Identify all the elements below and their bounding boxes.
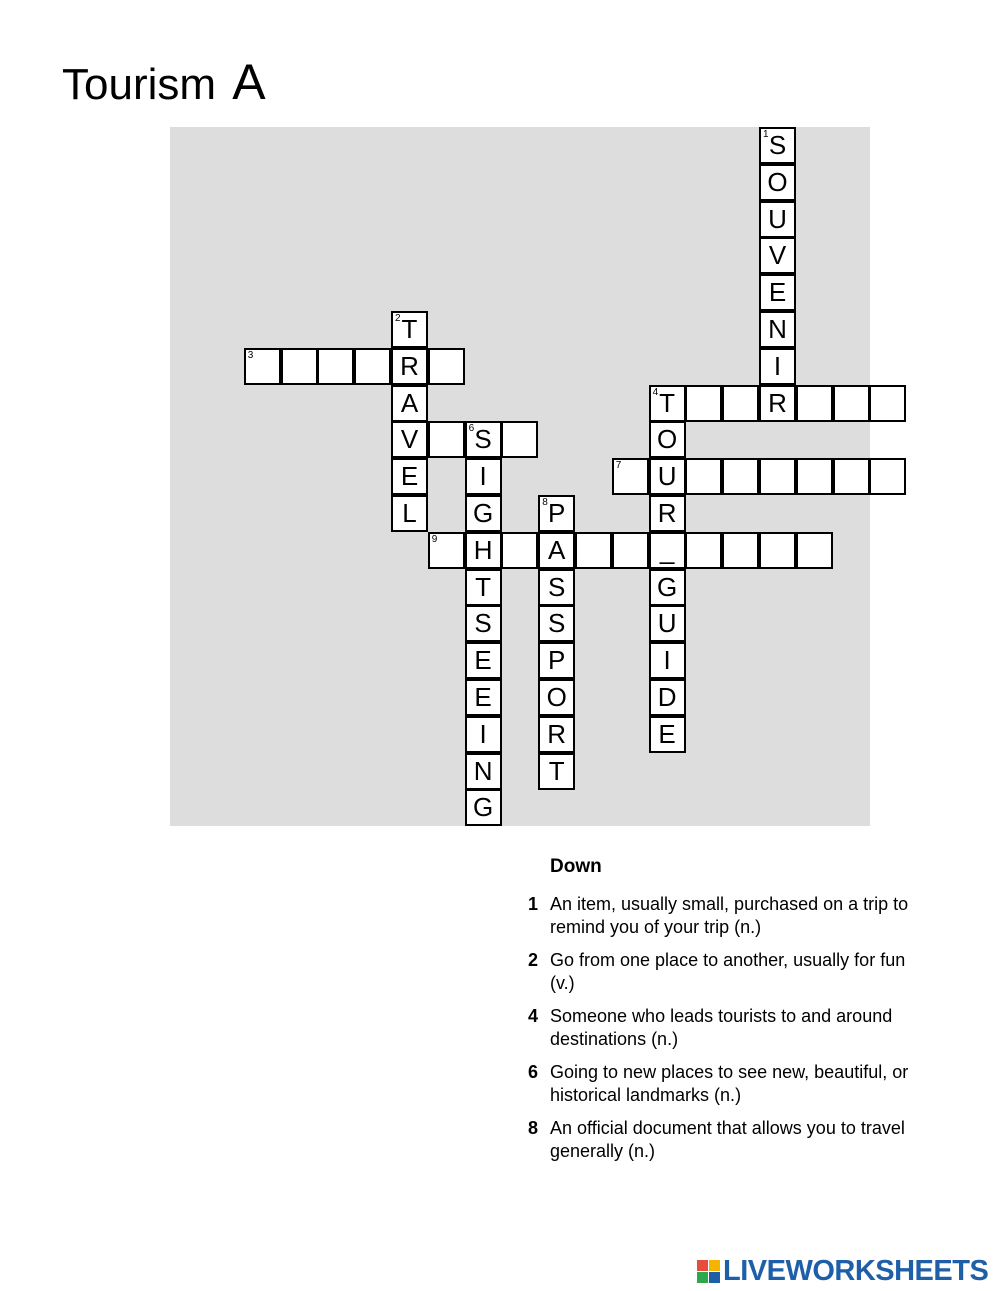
- cell-letter-input[interactable]: [467, 497, 500, 530]
- crossword-cell[interactable]: [759, 348, 796, 385]
- crossword-cell[interactable]: [796, 458, 833, 495]
- cell-letter-input[interactable]: [467, 607, 500, 640]
- crossword-cell[interactable]: [391, 458, 428, 495]
- cell-letter-input[interactable]: [430, 423, 463, 456]
- worksheet-version: A: [232, 54, 266, 110]
- down-clue-item: [528, 1061, 948, 1107]
- clue-number-label: 2: [395, 313, 401, 324]
- crossword-cell[interactable]: [796, 532, 833, 569]
- liveworksheets-logo: [697, 1255, 988, 1287]
- crossword-cell[interactable]: [538, 495, 575, 532]
- down-clues-heading: Down: [550, 856, 602, 877]
- cell-letter-input[interactable]: [467, 681, 500, 714]
- crossword-cell[interactable]: [538, 753, 575, 790]
- crossword-cell[interactable]: [649, 605, 686, 642]
- crossword-cell[interactable]: [649, 716, 686, 753]
- cell-letter-input[interactable]: [467, 755, 500, 788]
- crossword-cell[interactable]: [649, 458, 686, 495]
- cell-letter-input[interactable]: [761, 203, 794, 236]
- crossword-cell[interactable]: [649, 421, 686, 458]
- cell-letter-input[interactable]: [651, 718, 684, 751]
- crossword-cell[interactable]: [465, 679, 502, 716]
- crossword-cell[interactable]: [649, 642, 686, 679]
- cell-letter-input[interactable]: [651, 534, 684, 567]
- crossword-cell[interactable]: [685, 385, 722, 422]
- clue-text: Someone who leads tourists to and around destinations (n.): [550, 1006, 893, 1049]
- logo-text: LIVEWORKSHEETS: [723, 1254, 989, 1287]
- crossword-cell[interactable]: [465, 458, 502, 495]
- crossword-cell[interactable]: [465, 569, 502, 606]
- clue-number-label: 8: [542, 497, 548, 508]
- crossword-cell[interactable]: [759, 237, 796, 274]
- clue-number-label: 1: [763, 129, 769, 140]
- crossword-cell[interactable]: [465, 789, 502, 826]
- cell-letter-input[interactable]: [283, 350, 316, 383]
- cell-letter-input[interactable]: [503, 423, 536, 456]
- cell-letter-input[interactable]: [467, 718, 500, 751]
- crossword-cell[interactable]: [391, 495, 428, 532]
- cell-letter-input[interactable]: [761, 239, 794, 272]
- cell-letter-input[interactable]: [467, 534, 500, 567]
- cell-letter-input[interactable]: [393, 387, 426, 420]
- crossword-cell[interactable]: [759, 532, 796, 569]
- cell-letter-input[interactable]: [724, 387, 757, 420]
- crossword-cell[interactable]: [869, 458, 906, 495]
- cell-letter-input[interactable]: [798, 387, 831, 420]
- title-text: Tourism: [62, 60, 217, 109]
- crossword-cell[interactable]: [465, 642, 502, 679]
- crossword-cell[interactable]: [538, 569, 575, 606]
- crossword-cell[interactable]: [649, 385, 686, 422]
- crossword-cell[interactable]: [833, 458, 870, 495]
- cell-letter-input[interactable]: [798, 460, 831, 493]
- down-clue-item: [528, 1005, 948, 1051]
- clue-number-label: 9: [431, 533, 438, 545]
- crossword-cell[interactable]: [465, 753, 502, 790]
- cell-letter-input[interactable]: [540, 607, 573, 640]
- clue-number: 1: [528, 894, 539, 914]
- crossword-cell[interactable]: [391, 348, 428, 385]
- clue-number: 8: [528, 1118, 539, 1138]
- cell-letter-input[interactable]: [724, 460, 757, 493]
- crossword-cell[interactable]: [685, 532, 722, 569]
- cell-letter-input[interactable]: [540, 534, 573, 567]
- cell-letter-input[interactable]: [540, 718, 573, 751]
- cell-letter-input[interactable]: [651, 681, 684, 714]
- crossword-cell[interactable]: [759, 201, 796, 238]
- cell-letter-input[interactable]: [651, 423, 684, 456]
- cell-letter-input[interactable]: [651, 644, 684, 677]
- cell-letter-input[interactable]: [467, 571, 500, 604]
- cell-letter-input[interactable]: [577, 534, 610, 567]
- cell-letter-input[interactable]: [503, 534, 536, 567]
- cell-letter-input[interactable]: [540, 571, 573, 604]
- page-title: [62, 56, 266, 111]
- crossword-cell[interactable]: [538, 679, 575, 716]
- clue-text: Going to new places to see new, beautiful, or historical landmarks (n.): [550, 1062, 909, 1105]
- cell-letter-input[interactable]: [467, 791, 500, 824]
- cell-letter-input[interactable]: [651, 460, 684, 493]
- down-clue-item: [528, 893, 948, 939]
- crossword-cell[interactable]: [575, 532, 612, 569]
- cell-letter-input[interactable]: [651, 387, 684, 420]
- crossword-cell[interactable]: [465, 605, 502, 642]
- crossword-cell[interactable]: [722, 532, 759, 569]
- cell-letter-input[interactable]: [835, 460, 868, 493]
- cell-letter-input[interactable]: [651, 607, 684, 640]
- cell-letter-input[interactable]: [430, 534, 463, 567]
- cell-letter-input[interactable]: [761, 129, 794, 162]
- cell-letter-input[interactable]: [761, 276, 794, 309]
- cell-letter-input[interactable]: [393, 423, 426, 456]
- crossword-cell[interactable]: [649, 495, 686, 532]
- cell-letter-input[interactable]: [393, 350, 426, 383]
- crossword-cell[interactable]: [759, 164, 796, 201]
- cell-letter-input[interactable]: [798, 534, 831, 567]
- cell-letter-input[interactable]: [761, 387, 794, 420]
- crossword-cell[interactable]: [465, 421, 502, 458]
- clue-number: 4: [528, 1006, 539, 1026]
- crossword-cell[interactable]: [501, 532, 538, 569]
- clue-number-label: 7: [615, 460, 622, 472]
- cell-letter-input[interactable]: [319, 350, 352, 383]
- cell-letter-input[interactable]: [651, 571, 684, 604]
- crossword-cell[interactable]: [244, 348, 281, 385]
- cell-letter-input[interactable]: [540, 644, 573, 677]
- cell-letter-input[interactable]: [393, 313, 426, 346]
- crossword-cell[interactable]: [649, 532, 686, 569]
- crossword-cell[interactable]: [465, 532, 502, 569]
- crossword-cell[interactable]: [538, 716, 575, 753]
- down-clue-item: [528, 949, 948, 995]
- crossword-cell[interactable]: [685, 458, 722, 495]
- cell-letter-input[interactable]: [687, 460, 720, 493]
- cell-letter-input[interactable]: [724, 534, 757, 567]
- crossword-cell[interactable]: [722, 458, 759, 495]
- crossword-cell[interactable]: [759, 127, 796, 164]
- crossword-cell[interactable]: [465, 495, 502, 532]
- cell-letter-input[interactable]: [540, 497, 573, 530]
- crossword-cell[interactable]: [759, 385, 796, 422]
- cell-letter-input[interactable]: [761, 350, 794, 383]
- clue-text: An item, usually small, purchased on a trip to remind you of your trip (n.): [550, 894, 909, 937]
- clue-text: An official document that allows you to travel generally (n.): [550, 1118, 905, 1161]
- crossword-cell[interactable]: [428, 532, 465, 569]
- cell-letter-input[interactable]: [393, 460, 426, 493]
- crossword-cell[interactable]: [281, 348, 318, 385]
- crossword-cell[interactable]: [759, 274, 796, 311]
- cell-letter-input[interactable]: [614, 534, 647, 567]
- crossword-cell[interactable]: [391, 311, 428, 348]
- cell-letter-input[interactable]: [761, 460, 794, 493]
- cell-letter-input[interactable]: [761, 313, 794, 346]
- cell-letter-input[interactable]: [835, 387, 868, 420]
- clue-number-label: 3: [247, 349, 254, 361]
- cell-letter-input[interactable]: [687, 534, 720, 567]
- cell-letter-input[interactable]: [430, 350, 463, 383]
- clue-number-label: 6: [468, 423, 475, 435]
- cell-letter-input[interactable]: [871, 387, 904, 420]
- clue-number: 6: [528, 1062, 539, 1082]
- crossword-grid: [170, 127, 870, 826]
- crossword-cell[interactable]: [391, 421, 428, 458]
- crossword-cell[interactable]: [354, 348, 391, 385]
- cell-letter-input[interactable]: [540, 681, 573, 714]
- clue-number-label: 4: [652, 386, 659, 398]
- cell-letter-input[interactable]: [614, 460, 647, 493]
- down-clue-item: [528, 1117, 948, 1163]
- crossword-cell[interactable]: [649, 569, 686, 606]
- crossword-cell[interactable]: [833, 385, 870, 422]
- cell-letter-input[interactable]: [871, 460, 904, 493]
- crossword-cell[interactable]: [759, 311, 796, 348]
- crossword-cell[interactable]: [428, 421, 465, 458]
- clue-number: 2: [528, 950, 539, 970]
- crossword-cell[interactable]: [428, 348, 465, 385]
- crossword-cell[interactable]: [317, 348, 354, 385]
- down-clues-list: [528, 893, 948, 1163]
- crossword-cell[interactable]: [649, 679, 686, 716]
- crossword-cell[interactable]: [796, 385, 833, 422]
- crossword-cell[interactable]: [538, 642, 575, 679]
- crossword-cell[interactable]: [391, 385, 428, 422]
- cell-letter-input[interactable]: [246, 350, 279, 383]
- cell-letter-input[interactable]: [467, 644, 500, 677]
- cell-letter-input[interactable]: [651, 497, 684, 530]
- clues-panel: [528, 855, 948, 1173]
- crossword-cell[interactable]: [869, 385, 906, 422]
- crossword-cell[interactable]: [722, 385, 759, 422]
- crossword-cell[interactable]: [538, 532, 575, 569]
- cell-letter-input[interactable]: [761, 166, 794, 199]
- clue-text: Go from one place to another, usually for fun (v.): [550, 950, 906, 993]
- cell-letter-input[interactable]: [761, 534, 794, 567]
- crossword-cell[interactable]: [612, 458, 649, 495]
- cell-letter-input[interactable]: [356, 350, 389, 383]
- logo-mark-icon: [697, 1260, 720, 1283]
- crossword-cell[interactable]: [501, 421, 538, 458]
- cell-letter-input[interactable]: [467, 460, 500, 493]
- cell-letter-input[interactable]: [687, 387, 720, 420]
- crossword-cell[interactable]: [612, 532, 649, 569]
- cell-letter-input[interactable]: [393, 497, 426, 530]
- crossword-cell[interactable]: [759, 458, 796, 495]
- crossword-cell[interactable]: [538, 605, 575, 642]
- cell-letter-input[interactable]: [540, 755, 573, 788]
- crossword-cell[interactable]: [465, 716, 502, 753]
- cell-letter-input[interactable]: [467, 423, 500, 456]
